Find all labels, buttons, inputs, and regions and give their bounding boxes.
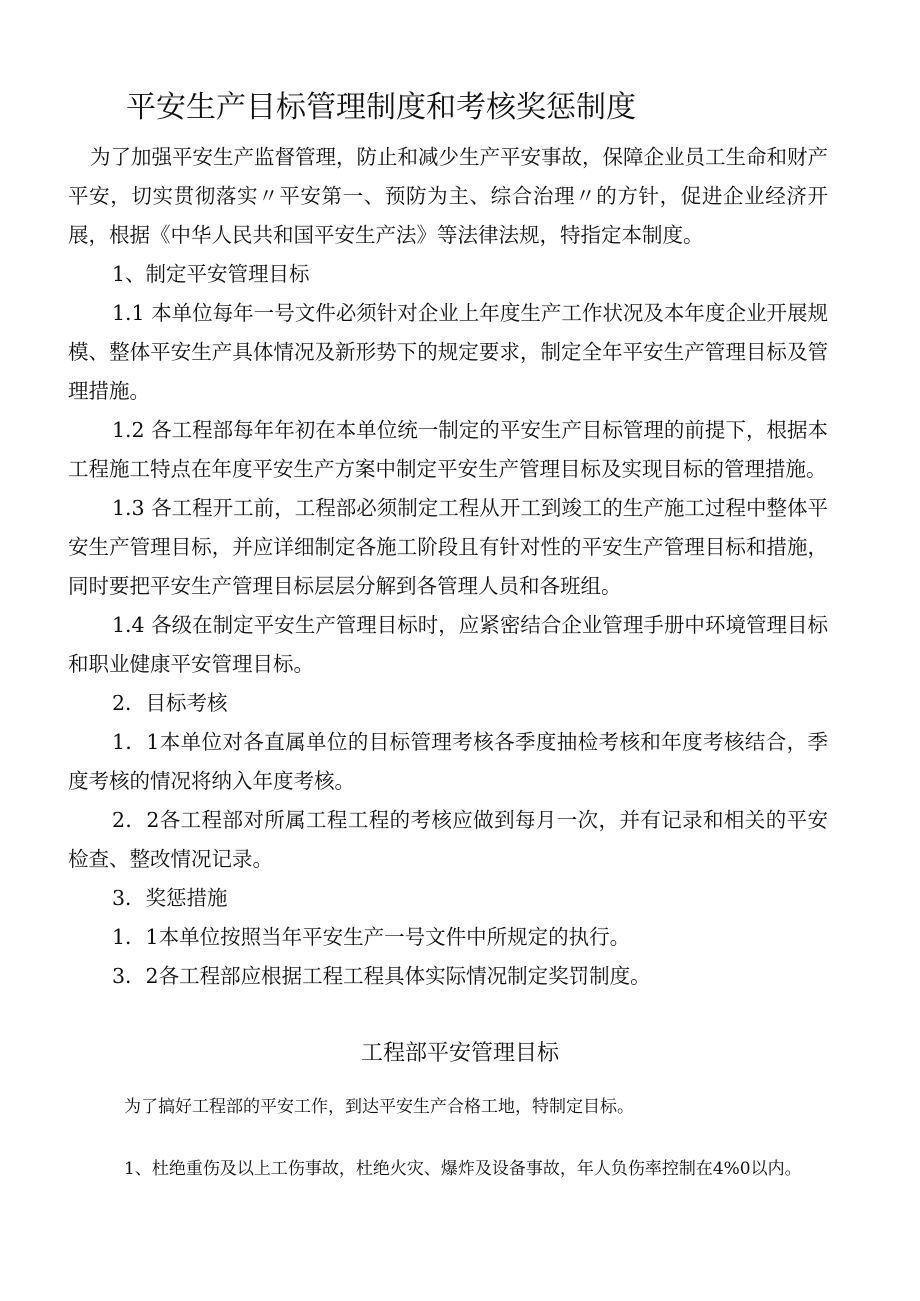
- project-targets-item-1: 1、杜绝重伤及以上工伤事故，杜绝火灾、爆炸及设备事故，年人负伤率控制在4%0以内。: [124, 1159, 802, 1179]
- project-targets-title: 工程部平安管理目标: [360, 1041, 559, 1066]
- section-2-heading: 2．目标考核: [112, 691, 228, 715]
- section-3-2-paragraph: 3．2各工程部应根据工程工程具体实际情况制定奖罚制度。: [112, 964, 651, 988]
- section-1-1-paragraph: 1.1 本单位每年一号文件必须针对企业上年度生产工作状况及本年度企业开展规模、整体平安生产具体情况及新形势下的规定要求，制定全年平安生产管理目标及管理措施。: [68, 301, 828, 403]
- document-title: 平安生产目标管理制度和考核奖惩制度: [126, 90, 636, 125]
- section-1-2-paragraph: 1.2 各工程部每年年初在本单位统一制定的平安生产目标管理的前提下，根据本工程施工特点在年度平安生产方案中制定平安生产管理目标及实现目标的管理措施。: [68, 418, 828, 481]
- section-1-3-paragraph: 1.3 各工程开工前，工程部必须制定工程从开工到竣工的生产施工过程中整体平安生产管理目标，并应详细制定各施工阶段且有针对性的平安生产管理目标和措施，同时要把平安生产管理目标层层分解到各管理人员和各班组。: [68, 496, 828, 598]
- section-1-4-paragraph: 1.4 各级在制定平安生产管理目标时，应紧密结合企业管理手册中环境管理目标和职业健康平安管理目标。: [68, 613, 828, 676]
- project-targets-intro: 为了搞好工程部的平安工作，到达平安生产合格工地，特制定目标。: [124, 1097, 634, 1117]
- section-3-heading: 3．奖惩措施: [112, 886, 228, 910]
- section-2-1-paragraph: 1．1本单位对各直属单位的目标管理考核各季度抽检考核和年度考核结合，季度考核的情况将纳入年度考核。: [68, 730, 828, 793]
- document-body: [68, 138, 828, 996]
- section-2-2-paragraph: 2．2各工程部对所属工程工程的考核应做到每月一次，并有记录和相关的平安检查、整改情况记录。: [68, 808, 828, 871]
- intro-paragraph: 为了加强平安生产监督管理，防止和减少生产平安事故，保障企业员工生命和财产平安，切实贯彻落实〃平安第一、预防为主、综合治理〃的方针，促进企业经济开展，根据《中华人民共和国平安生产法》等法律法规，特指定本制度。: [68, 145, 828, 247]
- section-1-heading: 1、制定平安管理目标: [112, 262, 310, 286]
- section-3-1-paragraph: 1．1本单位按照当年平安生产一号文件中所规定的执行。: [112, 925, 631, 949]
